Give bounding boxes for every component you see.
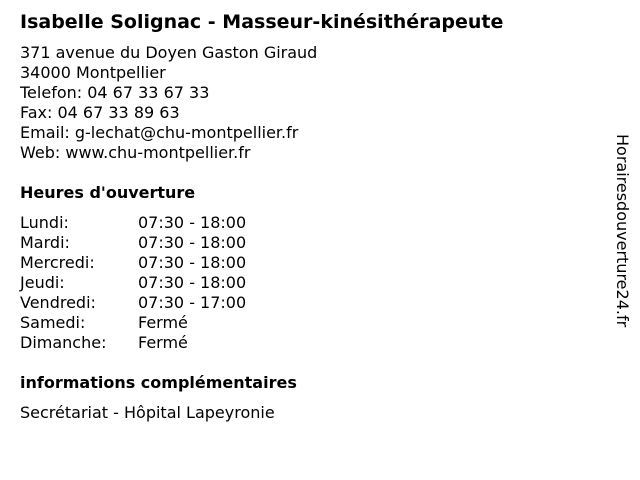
- hours-time: 07:30 - 18:00: [138, 273, 247, 292]
- contact-block: [20, 43, 317, 163]
- hours-day: Dimanche:: [20, 333, 107, 352]
- address-street: 371 avenue du Doyen Gaston Giraud: [20, 43, 318, 62]
- phone-line[interactable]: Telefon: 04 67 33 67 33: [20, 83, 210, 102]
- page-title: Isabelle Solignac - Masseur-kinésithérapeute: [20, 11, 504, 33]
- hours-time: 07:30 - 18:00: [138, 233, 247, 252]
- hours-day: Mardi:: [20, 233, 70, 252]
- web-link[interactable]: Web: www.chu-montpellier.fr: [20, 143, 251, 162]
- hours-day: Lundi:: [20, 213, 69, 232]
- hours-time: Fermé: [138, 313, 188, 332]
- info-text: Secrétariat - Hôpital Lapeyronie: [20, 403, 275, 422]
- hours-time: 07:30 - 17:00: [138, 293, 247, 312]
- info-heading: informations complémentaires: [20, 373, 297, 392]
- site-watermark: Horairesdouverture24.fr: [613, 134, 632, 328]
- hours-time: 07:30 - 18:00: [138, 253, 247, 272]
- hours-heading: Heures d'ouverture: [20, 183, 196, 202]
- hours-day: Vendredi:: [20, 293, 96, 312]
- address-city: 34000 Montpellier: [20, 63, 166, 82]
- hours-day: Jeudi:: [20, 273, 65, 292]
- fax-line: Fax: 04 67 33 89 63: [20, 103, 180, 122]
- hours-day: Samedi:: [20, 313, 86, 332]
- hours-day: Mercredi:: [20, 253, 95, 272]
- hours-time: Fermé: [138, 333, 188, 352]
- email-link[interactable]: Email: g-lechat@chu-montpellier.fr: [20, 123, 299, 142]
- hours-time: 07:30 - 18:00: [138, 213, 247, 232]
